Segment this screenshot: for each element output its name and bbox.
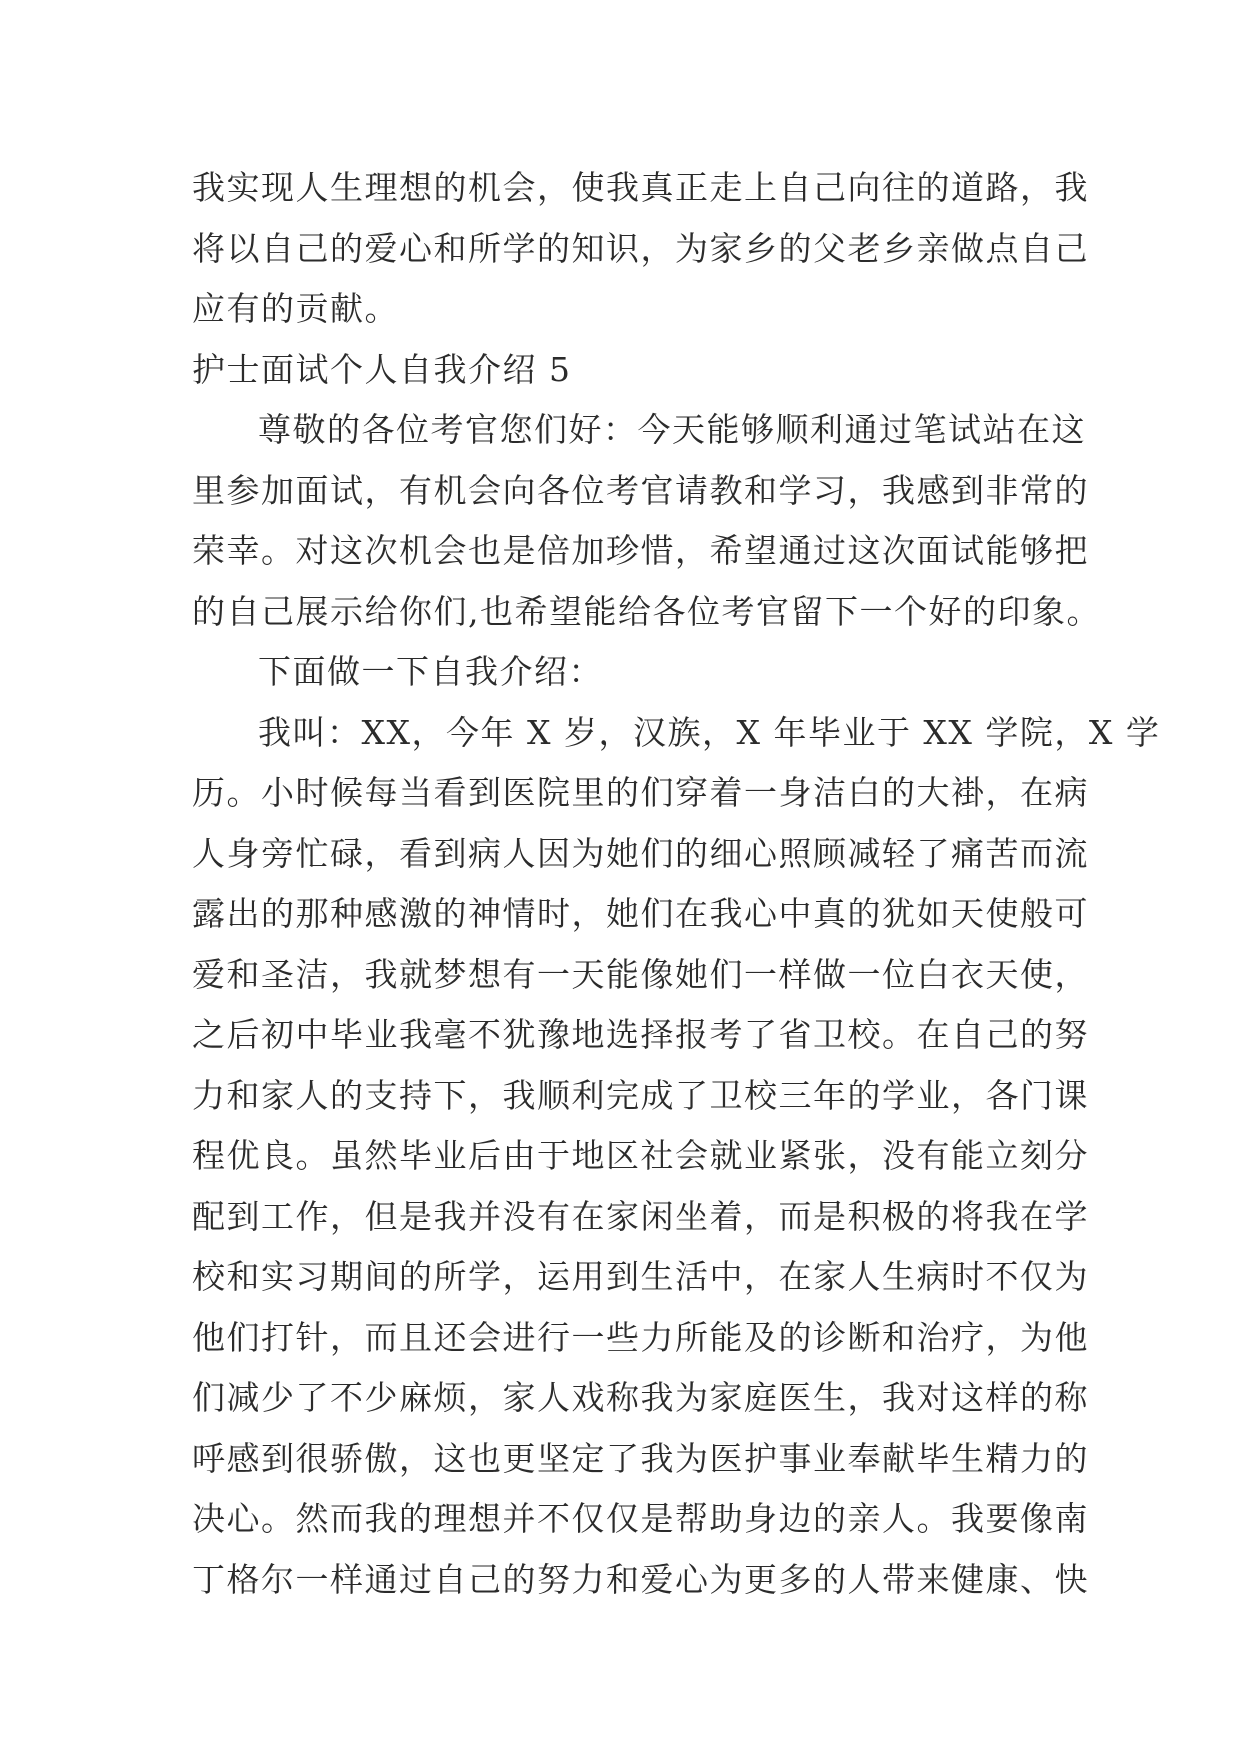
text-line: 我实现人生理想的机会，使我真正走上自己向往的道路，我 [192,168,1089,207]
text-line: 我叫：XX，今年 X 岁，汉族，X 年毕业于 XX 学院，X 学 [258,712,1161,752]
text-line: 人身旁忙碌，看到病人因为她们的细心照顾减轻了痛苦而流 [192,833,1089,873]
text-line: 他们打针，而且还会进行一些力所能及的诊断和治疗，为他 [192,1317,1089,1357]
text-line: 呼感到很骄傲，这也更坚定了我为医护事业奉献毕生精力的 [192,1438,1089,1478]
text-line: 露出的那种感激的神情时，她们在我心中真的犹如天使般可 [192,894,1089,933]
text-line: 决心。然而我的理想并不仅仅是帮助身边的亲人。我要像南 [192,1499,1089,1538]
text-line: 力和家人的支持下，我顺利完成了卫校三年的学业，各门课 [192,1075,1089,1115]
text-line: 荣幸。对这次机会也是倍加珍惜，希望通过这次面试能够把 [192,531,1089,570]
section-heading: 护士面试个人自我介绍 5 [192,349,572,389]
text-line: 配到工作，但是我并没有在家闲坐着，而是积极的将我在学 [192,1196,1089,1236]
text-line: 尊敬的各位考官您们好：今天能够顺利通过笔试站在这 [258,410,1086,449]
text-line: 校和实习期间的所学，运用到生活中，在家人生病时不仅为 [192,1257,1089,1296]
text-line: 爱和圣洁，我就梦想有一天能像她们一样做一位白衣天使， [192,954,1089,994]
text-line: 程优良。虽然毕业后由于地区社会就业紧张，没有能立刻分 [192,1136,1089,1175]
text-line: 历。小时候每当看到医院里的们穿着一身洁白的大褂，在病 [192,773,1089,812]
text-line: 将以自己的爱心和所学的知识，为家乡的父老乡亲做点自己 [192,228,1089,268]
text-line: 的自己展示给你们,也希望能给各位考官留下一个好的印象。 [192,591,1101,631]
text-line: 们减少了不少麻烦，家人戏称我为家庭医生，我对这样的称 [192,1378,1089,1417]
text-line: 里参加面试，有机会向各位考官请教和学习，我感到非常的 [192,470,1089,510]
text-line: 之后初中毕业我毫不犹豫地选择报考了省卫校。在自己的努 [192,1015,1089,1054]
body-text [192,158,1161,1610]
text-line: 应有的贡献。 [192,289,399,328]
text-line: 丁格尔一样通过自己的努力和爱心为更多的人带来健康、快 [192,1559,1089,1599]
text-line: 下面做一下自我介绍： [258,652,603,691]
